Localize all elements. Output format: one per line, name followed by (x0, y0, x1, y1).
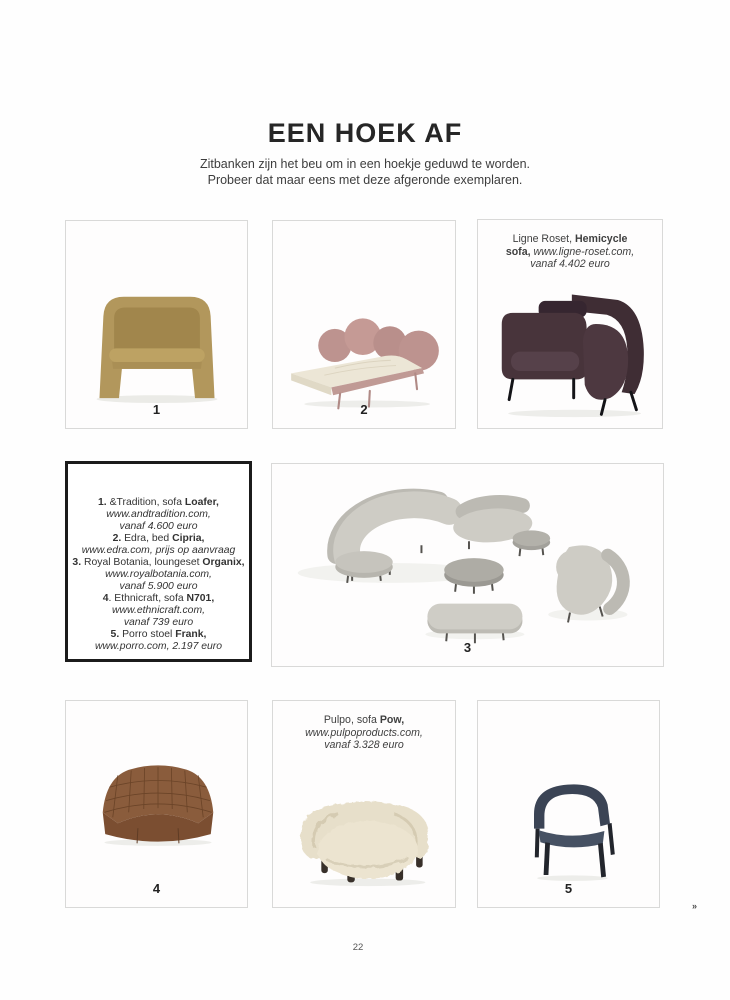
hemicycle-sofa-image (487, 276, 653, 419)
frank-chair-image (518, 761, 622, 885)
figure-number: 2 (360, 402, 368, 417)
page-number: 22 (352, 942, 364, 953)
caption-pulpo: Pulpo, sofa Pow, www.pulpoproducts.com, vanaf 3.328 euro (305, 714, 423, 752)
figure-box-loafer (65, 220, 248, 429)
n701-sofa-image (91, 733, 225, 859)
pow-sofa-image (286, 765, 444, 891)
figure-number: 3 (463, 640, 472, 655)
figure-number: 4 (152, 881, 161, 896)
figure-box-n701 (65, 700, 248, 908)
figure-number: 5 (564, 881, 573, 896)
organix-loungeset-image (272, 464, 663, 666)
next-page-marker: » (691, 901, 697, 911)
figure-box-frank (477, 700, 660, 908)
figure-box-cipria (272, 220, 456, 429)
caption-hemicycle: Ligne Roset, Hemicycle sofa, www.ligne-roset.com, vanaf 4.402 euro (505, 233, 635, 271)
page-subtitle: Zitbanken zijn het beu om in een hoekje geduwd te worden. Probeer dat maar eens met deze afgeronde exemplaren. (199, 157, 531, 187)
loafer-sofa-image (79, 281, 235, 407)
figure-box-hemicycle (477, 219, 663, 429)
figure-box-pow (272, 700, 456, 908)
figure-number: 1 (152, 402, 161, 417)
cipria-bed-image (275, 293, 455, 411)
figure-box-organix (271, 463, 664, 667)
credits-box: 1. &Tradition, sofa Loafer, www.andtradition.com, vanaf 4.600 euro 2. Edra, bed Cipria, www.edra.com, prijs op aanvraag 3. Royal Botania, loungeset Organix, www.royalbotania.com, vanaf 5.900 euro 4. Ethnicraft, sofa N701, www.ethnicraft.com, vanaf 739 euro 5. Porro stoel Frank, www.porro.com, 2.197 euro (65, 461, 252, 662)
page-title: EEN HOEK AF (267, 118, 463, 148)
